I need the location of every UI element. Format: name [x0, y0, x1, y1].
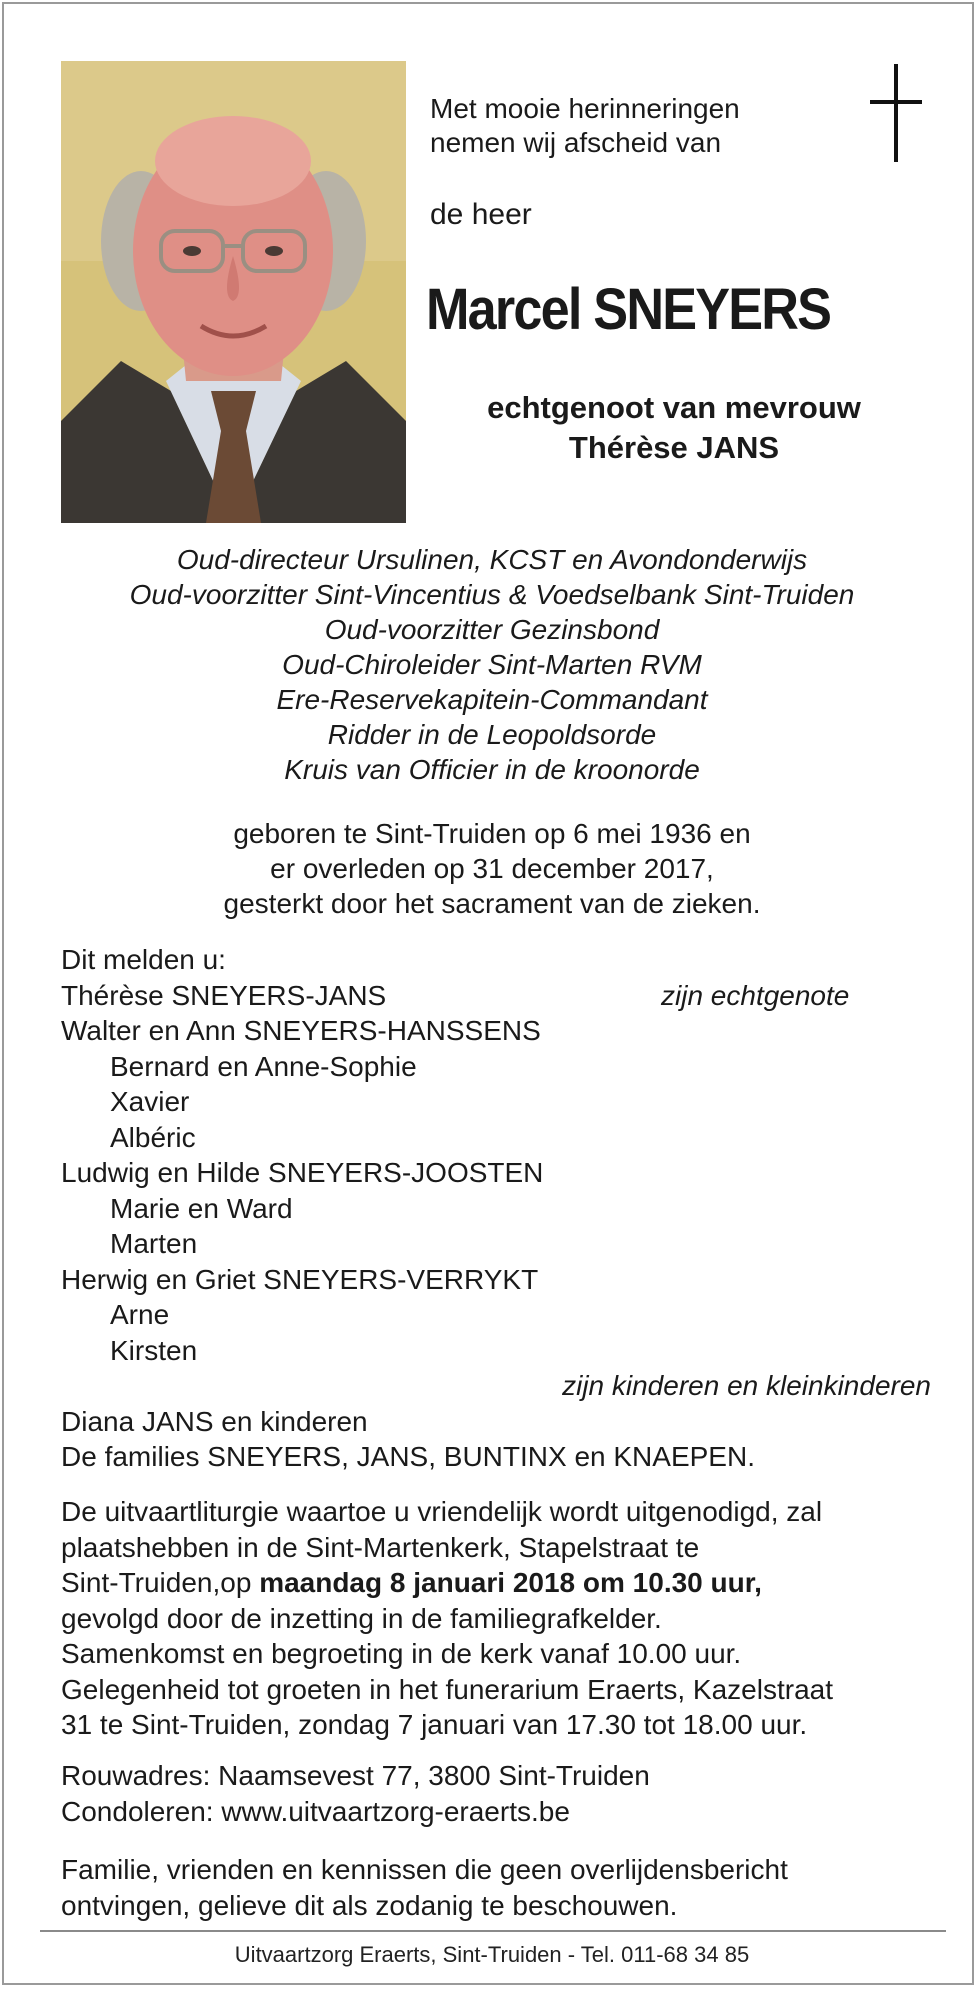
mourning-address	[61, 1758, 650, 1829]
birth-line: geboren te Sint-Truiden op 6 mei 1936 en	[233, 818, 751, 849]
funeral-service-info	[61, 1494, 941, 1743]
spouse-block	[424, 388, 924, 468]
title-line: Oud-voorzitter Sint-Vincentius & Voedselbank Sint-Truiden	[129, 579, 855, 610]
footer-funeral-home: Uitvaartzorg Eraerts, Sint-Truiden - Tel. 011-68 34 85	[234, 1942, 750, 1967]
family-child: Herwig en Griet SNEYERS-VERRYKT	[61, 1263, 539, 1295]
family-other: De families SNEYERS, JANS, BUNTINX en KNAEPEN.	[61, 1441, 755, 1472]
birth-line: er overleden op 31 december 2017,	[270, 853, 714, 884]
family-spouse-row	[61, 978, 931, 1014]
family-spouse-role: zijn echtgenote	[661, 979, 850, 1011]
service-line	[61, 1565, 941, 1601]
salutation: de heer	[430, 198, 532, 231]
spouse-name: Thérèse JANS	[568, 430, 780, 465]
service-line: 31 te Sint-Truiden, zondag 7 januari van 17.30 tot 18.00 uur.	[61, 1709, 808, 1740]
intro-line: Met mooie herinneringen	[430, 93, 740, 124]
family-spouse-name: Thérèse SNEYERS-JANS	[61, 979, 387, 1011]
title-line: Oud-voorzitter Gezinsbond	[324, 614, 660, 645]
birth-line: gesterkt door het sacrament van de zieken.	[223, 888, 761, 919]
service-date-time: maandag 8 januari 2018 om 10.30 uur,	[259, 1567, 762, 1598]
title-line: Oud-Chiroleider Sint-Marten RVM	[282, 649, 702, 680]
family-grandchild: Marten	[110, 1228, 198, 1259]
intro-line: nemen wij afscheid van	[430, 127, 722, 158]
title-line: Kruis van Officier in de kroonorde	[284, 754, 700, 785]
family-grandchild: Arne	[110, 1299, 170, 1330]
notice-line: ontvingen, gelieve dit als zodanig te beschouwen.	[61, 1889, 678, 1921]
notice-line: Familie, vrienden en kennissen die geen overlijdensbericht	[61, 1854, 788, 1885]
birth-death-info	[4, 816, 980, 921]
obituary-card	[2, 2, 974, 1985]
condolence-line[interactable]: Condoleren: www.uitvaartzorg-eraerts.be	[61, 1795, 570, 1827]
closing-notice	[61, 1852, 788, 1923]
family-list	[61, 942, 931, 1475]
family-other: Diana JANS en kinderen	[61, 1405, 368, 1437]
deceased-name: Marcel SNEYERS	[426, 277, 831, 342]
family-grandchild: Bernard en Anne-Sophie	[110, 1050, 417, 1082]
portrait-illustration	[61, 61, 406, 523]
title-line: Ere-Reservekapitein-Commandant	[276, 684, 708, 715]
address-line: Rouwadres: Naamsevest 77, 3800 Sint-Truiden	[61, 1760, 650, 1791]
footer-divider	[40, 1930, 946, 1932]
family-grandchild: Xavier	[110, 1086, 190, 1117]
service-line-start: Sint-Truiden,op	[61, 1567, 260, 1598]
family-child: Ludwig en Hilde SNEYERS-JOOSTEN	[61, 1157, 544, 1188]
portrait-photo	[61, 61, 406, 523]
spouse-line: echtgenoot van mevrouw	[487, 390, 861, 425]
intro-text	[430, 92, 740, 160]
family-heading: Dit melden u:	[61, 944, 226, 975]
title-line: Oud-directeur Ursulinen, KCST en Avondonderwijs	[176, 544, 808, 575]
family-grandchild: Kirsten	[110, 1334, 198, 1366]
latin-cross-icon	[866, 64, 926, 164]
service-line: De uitvaartliturgie waartoe u vriendelijk wordt uitgenodigd, zal	[61, 1496, 823, 1527]
family-children-role: zijn kinderen en kleinkinderen	[562, 1370, 931, 1401]
family-grandchild: Albéric	[110, 1121, 196, 1153]
family-grandchild: Marie en Ward	[110, 1192, 293, 1224]
family-child: Walter en Ann SNEYERS-HANSSENS	[61, 1015, 541, 1046]
service-line: Samenkomst en begroeting in de kerk vanaf 10.00 uur.	[61, 1638, 742, 1669]
honorary-titles	[4, 542, 980, 787]
service-line: plaatshebben in de Sint-Martenkerk, Stapelstraat te	[61, 1531, 700, 1563]
title-line: Ridder in de Leopoldsorde	[327, 719, 657, 750]
service-line: gevolgd door de inzetting in de familiegrafkelder.	[61, 1602, 662, 1634]
service-line: Gelegenheid tot groeten in het funerarium Eraerts, Kazelstraat	[61, 1673, 833, 1705]
